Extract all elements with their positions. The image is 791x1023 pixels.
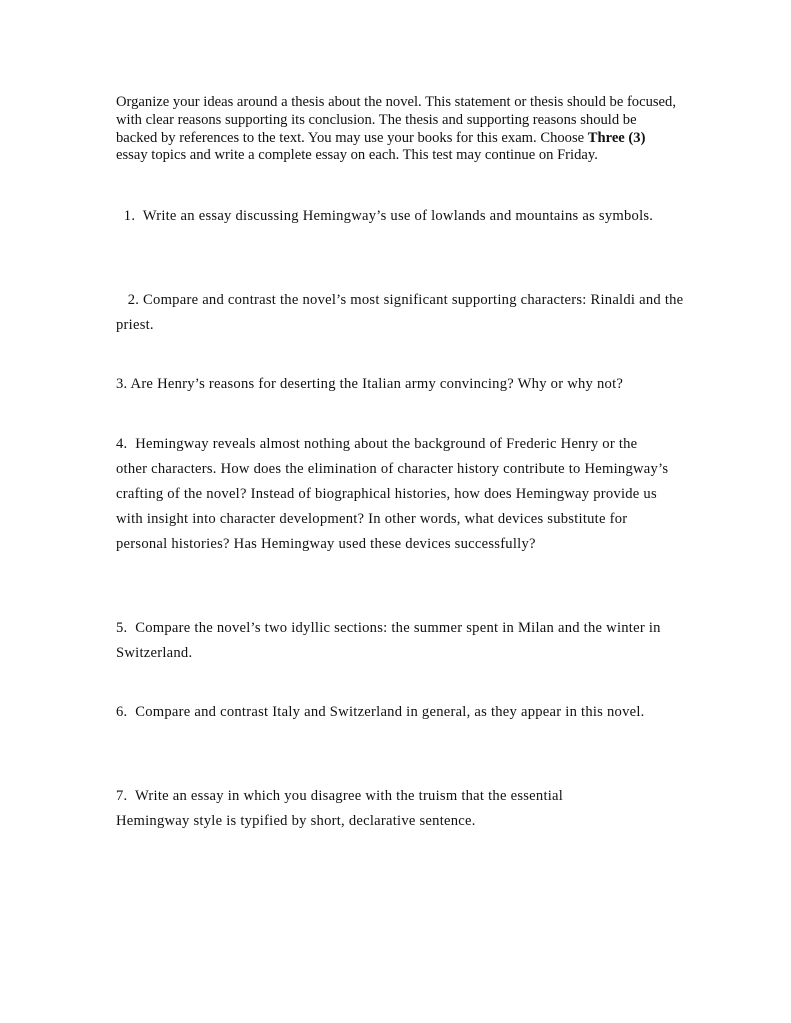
instructions-text-start: Organize your ideas around a thesis about the novel. This statement or thesis should be focused, with clear reasons supporting its conclusion. The thesis and supporting reasons should be backed by references to the text. You may use your books for this exam. Choose [116, 94, 676, 146]
essay-topic-text: 6. Compare and contrast Italy and Switzerland in general, as they appear in this novel. [116, 704, 645, 720]
essay-topic-text: 7. Write an essay in which you disagree with the truism that the essential Hemingway style is typified by short, declarative sentence. [116, 788, 567, 829]
instructions-paragraph [116, 94, 676, 165]
essay-topic-4 [116, 432, 671, 557]
essay-topic-6 [116, 700, 656, 725]
essay-topic-text: 5. Compare the novel’s two idyllic sections: the summer spent in Milan and the winter in Switzerland. [116, 620, 665, 661]
essay-topic-3 [116, 372, 691, 397]
essay-topic-2 [116, 288, 691, 338]
essay-topic-5 [116, 616, 665, 666]
essay-topic-text: 3. Are Henry’s reasons for deserting the Italian army convincing? Why or why not? [116, 376, 624, 392]
essay-topic-text: 2. Compare and contrast the novel’s most significant supporting characters: Rinaldi and the priest. [116, 292, 688, 333]
instructions-bold-count: Three (3) [587, 129, 646, 146]
essay-topic-text: 1. Write an essay discussing Hemingway’s use of lowlands and mountains as symbols. [116, 208, 654, 224]
instructions-text-end: essay topics and write a complete essay on each. This test may continue on Friday. [116, 147, 598, 164]
essay-topic-1 [116, 204, 661, 229]
essay-topic-text: 4. Hemingway reveals almost nothing about the background of Frederic Henry or the other characters. How does the elimination of character history contribute to Hemingway’s crafting of the novel? Instead of biographical histories, how does Hemingway provide us with insight into character development? In other words, what devices substitute for personal histories? Has Hemingway used these devices successfully? [116, 436, 673, 552]
essay-topic-7 [116, 784, 626, 834]
